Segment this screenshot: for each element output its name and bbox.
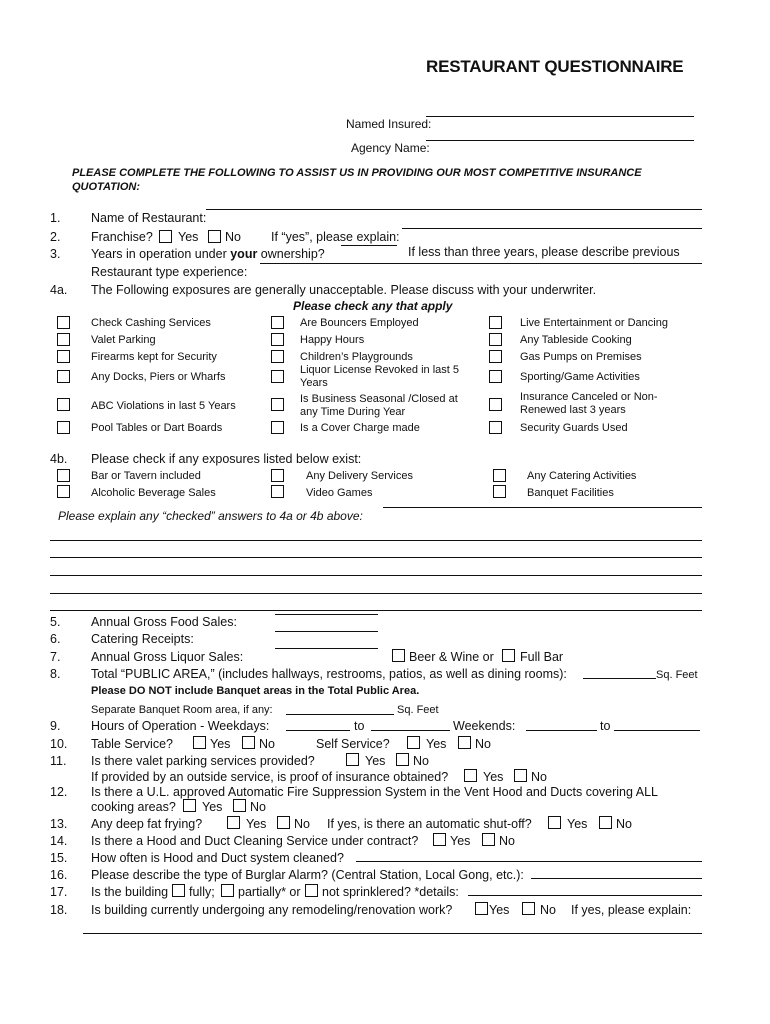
- banquet-area-label: Separate Banquet Room area, if any:: [91, 704, 273, 716]
- valet-insurance-no-label: No: [531, 770, 547, 784]
- fire-suppression-yes-label: Yes: [202, 800, 223, 814]
- sprinkler-fully-label: fully;: [189, 885, 215, 899]
- q3-sub-label: Restaurant type experience:: [91, 265, 248, 279]
- sprinkler-details-field[interactable]: [468, 895, 702, 896]
- q7-label: Annual Gross Liquor Sales:: [91, 650, 244, 664]
- sprinkler-not-label: not sprinklered? *details:: [322, 885, 459, 899]
- sprinkler-fully-checkbox[interactable]: [172, 884, 185, 897]
- deep-fry-yes-checkbox[interactable]: [227, 816, 240, 829]
- q16-label: Please describe the type of Burglar Alarm? (Central Station, Local Gong, etc.):: [91, 868, 524, 882]
- security-guards-checkbox[interactable]: [489, 421, 502, 434]
- q9-label: Hours of Operation - Weekdays:: [91, 719, 270, 733]
- q5-number: 5.: [50, 615, 61, 629]
- liquor-sales-field[interactable]: [275, 648, 378, 649]
- valet-yes-checkbox[interactable]: [346, 753, 359, 766]
- playgrounds-checkbox[interactable]: [271, 350, 284, 363]
- table-service-no-checkbox[interactable]: [242, 736, 255, 749]
- franchise-yes-label: Yes: [178, 230, 199, 244]
- fire-suppression-no-checkbox[interactable]: [233, 799, 246, 812]
- instructions-line2: QUOTATION:: [72, 181, 141, 193]
- hood-cleaning-no-label: No: [499, 834, 515, 848]
- sporting-checkbox[interactable]: [489, 370, 502, 383]
- q2-label: Franchise?: [91, 230, 153, 244]
- bar-tavern-label: Bar or Tavern included: [91, 470, 201, 482]
- check-cashing-label: Check Cashing Services: [91, 317, 211, 329]
- bouncers-checkbox[interactable]: [271, 316, 284, 329]
- q6-label: Catering Receipts:: [91, 632, 194, 646]
- franchise-no-checkbox[interactable]: [208, 230, 221, 243]
- shutoff-no-label: No: [616, 817, 632, 831]
- instructions-line1: PLEASE COMPLETE THE FOLLOWING TO ASSIST US IN PROVIDING OUR MOST COMPETITIVE INSURANCE: [72, 167, 642, 179]
- delivery-label: Any Delivery Services: [306, 470, 413, 482]
- remodeling-yes-checkbox[interactable]: [475, 902, 488, 915]
- sporting-label: Sporting/Game Activities: [520, 371, 640, 383]
- insurance-canceled-label: Insurance Canceled or Non- Renewed last 3 years: [520, 391, 658, 416]
- weekday-open-field[interactable]: [286, 730, 350, 731]
- page-title: RESTAURANT QUESTIONNAIRE: [426, 57, 684, 76]
- hood-cleaning-yes-label: Yes: [450, 834, 471, 848]
- alcoholic-sales-label: Alcoholic Beverage Sales: [91, 487, 216, 499]
- q17-number: 17.: [50, 885, 68, 899]
- video-games-label: Video Games: [306, 487, 373, 499]
- explain-checked-label: Please explain any “checked” answers to 4a or 4b above:: [58, 509, 363, 523]
- q14-label: Is there a Hood and Duct Cleaning Service under contract?: [91, 834, 419, 848]
- q11-sub-label: If provided by an outside service, is proof of insurance obtained?: [91, 770, 449, 784]
- weekend-open-field[interactable]: [526, 730, 597, 731]
- beer-wine-checkbox[interactable]: [392, 649, 405, 662]
- q2-explain-label: If “yes”, please explain:: [271, 230, 400, 244]
- liquor-license-label: Liquor License Revoked in last 5 Years: [300, 364, 459, 389]
- self-service-yes-checkbox[interactable]: [407, 736, 420, 749]
- agency-name-label: Agency Name:: [351, 141, 430, 155]
- q15-number: 15.: [50, 851, 68, 865]
- restaurant-name-field[interactable]: [206, 209, 702, 210]
- firearms-checkbox[interactable]: [57, 350, 70, 363]
- shutoff-yes-checkbox[interactable]: [548, 816, 561, 829]
- cover-charge-checkbox[interactable]: [271, 421, 284, 434]
- hood-cleaning-yes-checkbox[interactable]: [433, 833, 446, 846]
- explain-field-line5[interactable]: [50, 593, 702, 594]
- years-in-operation-field[interactable]: [341, 245, 397, 246]
- q5-label: Annual Gross Food Sales:: [91, 615, 237, 629]
- q4a-number: 4a.: [50, 283, 68, 297]
- seasonal-checkbox[interactable]: [271, 398, 284, 411]
- franchise-yes-checkbox[interactable]: [159, 230, 172, 243]
- q18-number: 18.: [50, 903, 68, 917]
- abc-violations-label: ABC Violations in last 5 Years: [91, 400, 236, 412]
- q10-number: 10.: [50, 737, 68, 751]
- remodeling-explain-label: If yes, please explain:: [571, 903, 692, 917]
- q4b-number: 4b.: [50, 452, 68, 466]
- burglar-alarm-field[interactable]: [531, 878, 702, 879]
- catering-label: Any Catering Activities: [527, 470, 637, 482]
- valet-parking-checkbox[interactable]: [57, 333, 70, 346]
- agency-name-field[interactable]: [426, 140, 694, 141]
- public-area-field[interactable]: [583, 678, 656, 679]
- remodeling-no-label: No: [540, 903, 556, 917]
- cover-charge-label: Is a Cover Charge made: [300, 422, 420, 434]
- q13-number: 13.: [50, 817, 68, 831]
- live-entertainment-checkbox[interactable]: [489, 316, 502, 329]
- q14-number: 14.: [50, 834, 68, 848]
- docks-piers-checkbox[interactable]: [57, 370, 70, 383]
- pool-tables-checkbox[interactable]: [57, 421, 70, 434]
- q4a-label: The Following exposures are generally unacceptable. Please discuss with your underwriter.: [91, 283, 597, 297]
- named-insured-field[interactable]: [426, 116, 694, 117]
- q1-number: 1.: [50, 211, 61, 225]
- restaurant-experience-field[interactable]: [260, 263, 702, 264]
- deep-fry-no-label: No: [294, 817, 310, 831]
- remodeling-no-checkbox[interactable]: [522, 902, 535, 915]
- valet-no-label: No: [413, 754, 429, 768]
- catering-checkbox[interactable]: [493, 469, 506, 482]
- weekend-close-field[interactable]: [614, 730, 700, 731]
- remodeling-yes-label: Yes: [489, 903, 510, 917]
- q4b-label: Please check if any exposures listed below exist:: [91, 452, 362, 466]
- abc-violations-checkbox[interactable]: [57, 398, 70, 411]
- q8-unit: Sq. Feet: [656, 669, 698, 681]
- banquet-label: Banquet Facilities: [527, 487, 614, 499]
- q9-to1: to: [354, 719, 365, 733]
- self-service-no-checkbox[interactable]: [458, 736, 471, 749]
- shutoff-no-checkbox[interactable]: [599, 816, 612, 829]
- hood-cleaning-frequency-field[interactable]: [356, 861, 702, 862]
- named-insured-label: Named Insured:: [346, 117, 432, 131]
- valet-parking-label: Valet Parking: [91, 334, 156, 346]
- q3-note: If less than three years, please describe previous: [408, 245, 680, 259]
- explain-field-line3[interactable]: [50, 557, 702, 558]
- deep-fry-no-checkbox[interactable]: [277, 816, 290, 829]
- q18-label: Is building currently undergoing any remodeling/renovation work?: [91, 903, 453, 917]
- franchise-explain-field[interactable]: [402, 228, 702, 229]
- q8-label: Total “PUBLIC AREA,” (includes hallways, restrooms, patios, as well as dining rooms):: [91, 667, 567, 681]
- gas-pumps-label: Gas Pumps on Premises: [520, 351, 642, 363]
- weekday-close-field[interactable]: [371, 730, 450, 731]
- live-entertainment-label: Live Entertainment or Dancing: [520, 317, 668, 329]
- table-service-yes-label: Yes: [210, 737, 231, 751]
- q7-number: 7.: [50, 650, 61, 664]
- q3-label: Years in operation under your ownership?: [91, 247, 325, 261]
- q12-number: 12.: [50, 785, 68, 799]
- q9-number: 9.: [50, 719, 61, 733]
- q9-weekends: Weekends:: [453, 719, 516, 733]
- sprinkler-partially-checkbox[interactable]: [221, 884, 234, 897]
- alcoholic-sales-checkbox[interactable]: [57, 485, 70, 498]
- explain-field-line4[interactable]: [50, 575, 702, 576]
- food-sales-field[interactable]: [275, 614, 378, 615]
- explain-field-line2[interactable]: [50, 540, 702, 541]
- seasonal-label: Is Business Seasonal /Closed at any Time During Year: [300, 393, 458, 418]
- valet-insurance-no-checkbox[interactable]: [514, 769, 527, 782]
- explain-field-line1[interactable]: [383, 507, 702, 508]
- table-service-yes-checkbox[interactable]: [193, 736, 206, 749]
- remodeling-explain-field[interactable]: [83, 933, 702, 934]
- playgrounds-label: Children’s Playgrounds: [300, 351, 413, 363]
- q1-label: Name of Restaurant:: [91, 211, 207, 225]
- q12-line1: Is there a U.L. approved Automatic Fire Suppression System in the Vent Hood and Ducts covering ALL: [91, 785, 658, 799]
- q12-line2: cooking areas?: [91, 800, 176, 814]
- q11-number: 11.: [50, 754, 67, 768]
- beer-wine-label: Beer & Wine or: [409, 650, 494, 664]
- sprinkler-partially-label: partially* or: [238, 885, 301, 899]
- valet-yes-label: Yes: [365, 754, 386, 768]
- q8-number: 8.: [50, 667, 61, 681]
- hood-cleaning-no-checkbox[interactable]: [482, 833, 495, 846]
- q2-number: 2.: [50, 230, 61, 244]
- q9-to2: to: [600, 719, 611, 733]
- q16-number: 16.: [50, 868, 68, 882]
- pool-tables-label: Pool Tables or Dart Boards: [91, 422, 223, 434]
- firearms-label: Firearms kept for Security: [91, 351, 217, 363]
- valet-insurance-yes-label: Yes: [483, 770, 504, 784]
- q10-label: Table Service?: [91, 737, 173, 751]
- insurance-canceled-checkbox[interactable]: [489, 398, 502, 411]
- deep-fry-yes-label: Yes: [246, 817, 267, 831]
- happy-hours-checkbox[interactable]: [271, 333, 284, 346]
- banquet-checkbox[interactable]: [493, 485, 506, 498]
- q13-sub-label: If yes, is there an automatic shut-off?: [327, 817, 532, 831]
- explain-field-line6[interactable]: [50, 610, 702, 611]
- check-cashing-checkbox[interactable]: [57, 316, 70, 329]
- q3-number: 3.: [50, 247, 61, 261]
- q13-label: Any deep fat frying?: [91, 817, 203, 831]
- q6-number: 6.: [50, 632, 61, 646]
- banquet-area-unit: Sq. Feet: [397, 704, 439, 716]
- catering-receipts-field[interactable]: [275, 631, 378, 632]
- franchise-no-label: No: [225, 230, 241, 244]
- valet-no-checkbox[interactable]: [396, 753, 409, 766]
- self-service-no-label: No: [475, 737, 491, 751]
- valet-insurance-yes-checkbox[interactable]: [464, 769, 477, 782]
- delivery-checkbox[interactable]: [271, 469, 284, 482]
- tableside-cooking-label: Any Tableside Cooking: [520, 334, 632, 346]
- security-guards-label: Security Guards Used: [520, 422, 628, 434]
- gas-pumps-checkbox[interactable]: [489, 350, 502, 363]
- fire-suppression-yes-checkbox[interactable]: [183, 799, 196, 812]
- q8-note: Please DO NOT include Banquet areas in the Total Public Area.: [91, 685, 420, 697]
- q15-label: How often is Hood and Duct system cleaned?: [91, 851, 344, 865]
- full-bar-label: Full Bar: [520, 650, 564, 664]
- banquet-area-field[interactable]: [286, 714, 394, 715]
- docks-piers-label: Any Docks, Piers or Wharfs: [91, 371, 226, 383]
- video-games-checkbox[interactable]: [271, 485, 284, 498]
- tableside-cooking-checkbox[interactable]: [489, 333, 502, 346]
- self-service-yes-label: Yes: [426, 737, 447, 751]
- q17-label: Is the building: [91, 885, 169, 899]
- full-bar-checkbox[interactable]: [502, 649, 515, 662]
- happy-hours-label: Happy Hours: [300, 334, 365, 346]
- sprinkler-not-checkbox[interactable]: [305, 884, 318, 897]
- fire-suppression-no-label: No: [250, 800, 266, 814]
- shutoff-yes-label: Yes: [567, 817, 588, 831]
- bouncers-label: Are Bouncers Employed: [300, 317, 419, 329]
- q11-label: Is there valet parking services provided?: [91, 754, 315, 768]
- q4a-check-all: Please check any that apply: [293, 299, 453, 313]
- q10-self-label: Self Service?: [316, 737, 390, 751]
- table-service-no-label: No: [259, 737, 275, 751]
- liquor-license-checkbox[interactable]: [271, 370, 284, 383]
- bar-tavern-checkbox[interactable]: [57, 469, 70, 482]
